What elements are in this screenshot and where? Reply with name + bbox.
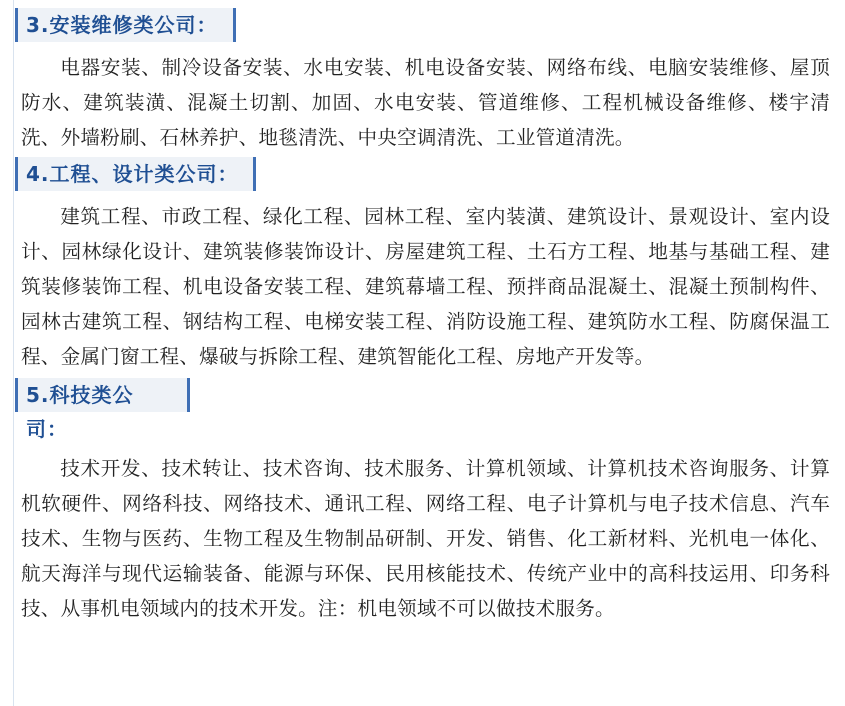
section-body: 电器安装、制冷设备安装、水电安装、机电设备安装、网络布线、电脑安装维修、屋顶防水、建筑装潢、混凝土切割、加固、水电安装、管道维修、工程机械设备维修、楼宇清洗、外墙粉刷、石林养护、地毯清洗、中央空调清洗、工业管道清洗。 <box>21 56 830 149</box>
section-heading: 3.安装维修类公司： <box>15 8 236 42</box>
left-margin-rule <box>13 0 14 706</box>
section-body: 建筑工程、市政工程、绿化工程、园林工程、室内装潢、建筑设计、景观设计、室内设计、园林绿化设计、建筑装修装饰设计、房屋建筑工程、土石方工程、地基与基础工程、建筑装修装饰工程、机电设备安装工程、建筑幕墙工程、预拌商品混凝土、混凝土预制构件、园林古建筑工程、钢结构工程、电梯安装工程、消防设施工程、建筑防水工程、防腐保温工程、金属门窗工程、爆破与拆除工程、建筑智能化工程、房地产开发等。 <box>21 205 830 368</box>
section-body: 技术开发、技术转让、技术咨询、技术服务、计算机领域、计算机技术咨询服务、计算机软硬件、网络科技、网络技术、通讯工程、网络工程、电子计算机与电子技术信息、汽车技术、生物与医药、生物工程及生物制品研制、开发、销售、化工新材料、光机电一体化、航天海洋与现代运输装备、能源与环保、民用核能技术、传统产业中的高科技运用、印务科技、从事机电领域内的技术开发。注：机电领域不可以做技术服务。 <box>21 457 830 620</box>
section-heading: 4.工程、设计类公司： <box>15 157 256 191</box>
section-engineering-design <box>15 157 837 374</box>
section-installation-repair <box>15 8 837 155</box>
section-technology <box>15 378 837 626</box>
section-heading: 5.科技类公司： <box>15 378 190 412</box>
